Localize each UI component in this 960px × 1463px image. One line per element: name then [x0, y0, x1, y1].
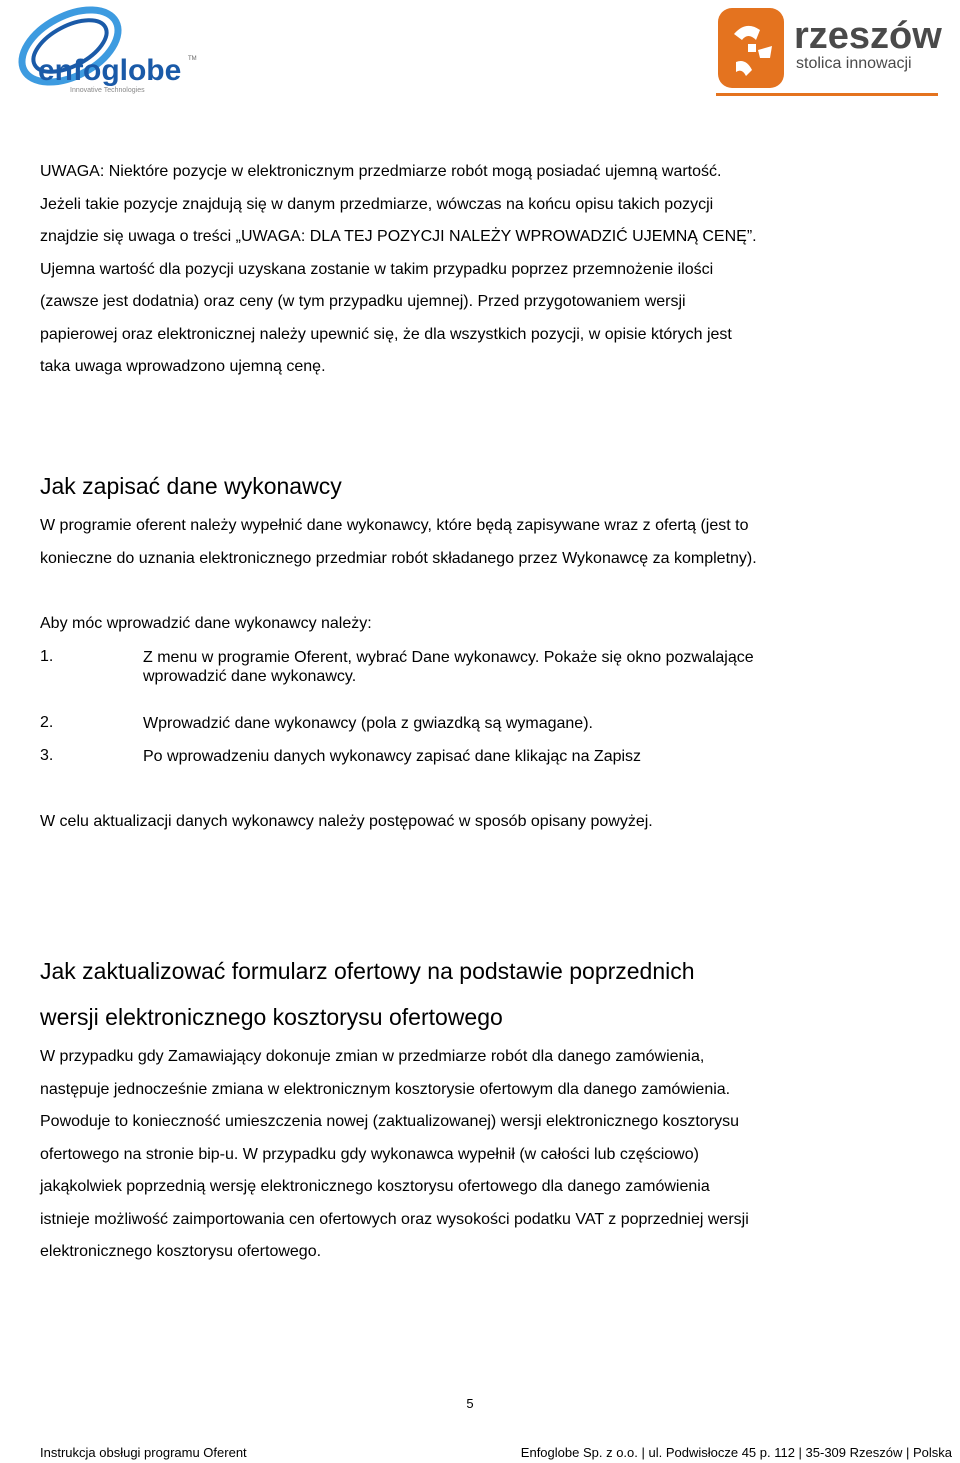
section1-paragraph — [40, 510, 920, 575]
paragraph-line: Jeżeli takie pozycje znajdują się w danym przedmiarze, wówczas na końcu opisu takich pozycji — [40, 195, 714, 213]
list-item-text — [143, 747, 641, 766]
paragraph-line: Ujemna wartość dla pozycji uzyskana zostanie w takim przypadku poprzez przemnożenie ilości — [40, 260, 714, 278]
list-intro-text: Aby móc wprowadzić dane wykonawcy należy: — [40, 615, 372, 632]
paragraph-line: W przypadku gdy Zamawiający dokonuje zmian w przedmiarze robót dla danego zamówienia, — [40, 1048, 705, 1065]
heading-line: Jak zaktualizować formularz ofertowy na podstawie poprzednich — [40, 958, 695, 984]
section2-paragraph — [40, 1041, 920, 1269]
paragraph-line: papierowej oraz elektronicznej należy upewnić się, że dla wszystkich pozycji, w opisie których jest — [40, 325, 732, 343]
trademark-mark: TM — [188, 56, 197, 62]
section1-closing — [40, 806, 920, 839]
list-item-text — [143, 648, 754, 686]
heading-line: wersji elektronicznego kosztorysu ofertowego — [40, 1004, 503, 1030]
enfoglobe-tagline: Innovative Technologies — [70, 87, 145, 94]
paragraph-line: (zawsze jest dodatnia) oraz ceny (w tym przypadku ujemnej). Przed przygotowaniem wersji — [40, 293, 686, 310]
paragraph-line: ofertowego na stronie bip-u. W przypadku gdy wykonawca wypełnił (w całości lub częściowo) — [40, 1145, 699, 1163]
enfoglobe-logo — [8, 4, 208, 96]
list-intro — [40, 608, 920, 641]
paragraph-line: elektronicznego kosztorysu ofertowego. — [40, 1243, 322, 1260]
page-number: 5 — [466, 1396, 474, 1411]
footer-company-address: Enfoglobe Sp. z o.o. | ul. Podwisłocze 45 p. 112 | 35-309 Rzeszów | Polska — [520, 1445, 952, 1460]
paragraph-line: taka uwaga wprowadzono ujemną cenę. — [40, 358, 326, 375]
list-item-line: Po wprowadzeniu danych wykonawcy zapisać dane klikając na Zapisz — [143, 748, 642, 765]
paragraph-line: konieczne do uznania elektronicznego przedmiar robót składanego przez Wykonawcę za kompletny). — [40, 549, 757, 567]
list-item-line: wprowadzić dane wykonawcy. — [143, 668, 357, 685]
section-heading-update-form — [40, 948, 695, 1040]
rzeszow-logo — [716, 6, 946, 94]
paragraph-line: UWAGA: Niektóre pozycje w elektronicznym przedmiarze robót mogą posiadać ujemną wartość. — [40, 163, 722, 180]
paragraph-line: znajdzie się uwaga o treści „UWAGA: DLA TEJ POZYCJI NALEŻY WPROWADZIĆ UJEMNĄ CENĘ”. — [40, 228, 757, 245]
rzeszow-emblem-icon — [718, 8, 784, 88]
header-divider — [716, 93, 938, 96]
rzeszow-wordmark: rzeszów — [794, 15, 942, 57]
list-item-line: Z menu w programie Oferent, wybrać Dane wykonawcy. Pokaże się okno pozwalające — [143, 649, 754, 666]
paragraph-line: jakąkolwiek poprzednią wersję elektronicznego kosztorysu ofertowego dla danego zamówienia — [40, 1178, 710, 1195]
list-item-number: 2. — [40, 714, 54, 731]
paragraph-line: W programie oferent należy wypełnić dane wykonawcy, które będą zapisywane wraz z ofertą (jest to — [40, 517, 749, 534]
rzeszow-tagline: stolica innowacji — [796, 55, 912, 72]
list-item-number: 3. — [40, 747, 54, 764]
list-item-line: Wprowadzić dane wykonawcy (pola z gwiazdką są wymagane). — [143, 715, 593, 732]
closing-text: W celu aktualizacji danych wykonawcy należy postępować w sposób opisany powyżej. — [40, 813, 653, 830]
section-heading-contractor-data: Jak zapisać dane wykonawcy — [40, 473, 342, 499]
footer-document-title: Instrukcja obsługi programu Oferent — [40, 1445, 247, 1460]
globe-icon — [8, 4, 208, 96]
intro-paragraph — [40, 156, 920, 384]
paragraph-line: istnieje możliwość zaimportowania cen ofertowych oraz wysokości podatku VAT z poprzedniej wersji — [40, 1210, 749, 1228]
enfoglobe-wordmark: enfoglobe — [38, 54, 182, 87]
paragraph-line: następuje jednocześnie zmiana w elektronicznym kosztorysie ofertowym dla danego zamówienia. — [40, 1080, 731, 1098]
paragraph-line: Powoduje to konieczność umieszczenia nowej (zaktualizowanej) wersji elektronicznego kosztorysu — [40, 1113, 739, 1130]
list-item-number: 1. — [40, 648, 54, 665]
list-item-text — [143, 714, 593, 733]
